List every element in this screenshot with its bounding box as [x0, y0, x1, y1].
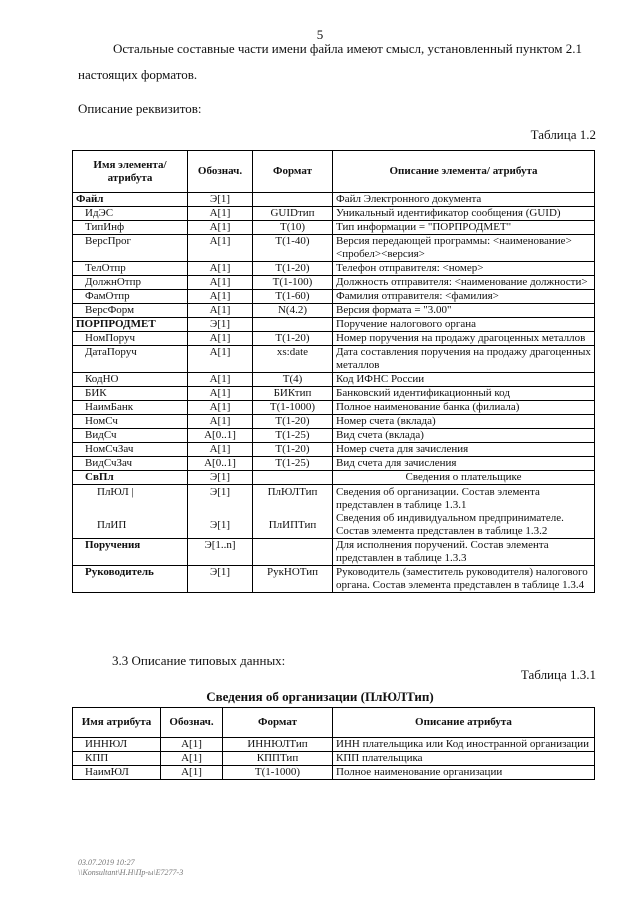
table-row [73, 346, 595, 373]
header-code: Обознач. [188, 151, 253, 193]
table2-title: Сведения об организации (ПлЮЛТип) [206, 689, 434, 704]
format-cell: Т(1-1000) [223, 766, 333, 780]
format-cell: Т(1-25) [253, 457, 333, 471]
element-name-cell: Руководитель [73, 566, 188, 593]
code-cell: А[1] [188, 290, 253, 304]
code-cell: Э[1] [188, 193, 253, 207]
element-name-cell: НаимБанк [73, 401, 188, 415]
element-name-cell: ИдЭС [73, 207, 188, 221]
code-cell: А[1] [188, 346, 253, 373]
description-cell: Номер счета (вклада) [333, 415, 595, 429]
table-row [73, 539, 595, 566]
element-name-cell: НомСчЗач [73, 443, 188, 457]
table-row [73, 332, 595, 346]
t2-header-description: Описание атрибута [333, 708, 595, 738]
code-cell: А[1] [161, 738, 223, 752]
description-cell: Полное наименование организации [333, 766, 595, 780]
table-row [73, 304, 595, 318]
description-cell: Сведения об организации. Состав элемента представлен в таблице 1.3.1 [333, 485, 595, 513]
description-cell: Сведения о плательщике [333, 471, 595, 485]
format-cell: ПлИПТип [253, 512, 333, 539]
element-name-cell: ФамОтпр [73, 290, 188, 304]
description-cell: Номер счета для зачисления [333, 443, 595, 457]
code-cell: А[1] [161, 766, 223, 780]
element-name-cell: ПлЮЛ | [73, 485, 188, 513]
format-cell: Т(10) [253, 221, 333, 235]
intro-line-1: Остальные составные части имени файла имеют смысл, установленный пунктом 2.1 [113, 41, 582, 56]
description-cell: Дата составления поручения на продажу драгоценных металлов [333, 346, 595, 373]
description-cell: Должность отправителя: <наименование должности> [333, 276, 595, 290]
element-name-cell: ДатаПоруч [73, 346, 188, 373]
format-cell [253, 539, 333, 566]
header-format: Формат [253, 151, 333, 193]
format-cell: Т(1-20) [253, 443, 333, 457]
intro-line-2: настоящих форматов. [78, 67, 198, 82]
format-cell: N(4.2) [253, 304, 333, 318]
code-cell: Э[1] [188, 566, 253, 593]
format-cell [253, 471, 333, 485]
table-row [73, 221, 595, 235]
element-name-cell: ПОРПРОДМЕТ [73, 318, 188, 332]
element-name-cell: ВидСчЗач [73, 457, 188, 471]
format-cell: xs:date [253, 346, 333, 373]
format-cell: GUIDтип [253, 207, 333, 221]
stamp [78, 858, 183, 878]
code-cell: А[0..1] [188, 457, 253, 471]
format-cell: РукНОТип [253, 566, 333, 593]
code-cell: Э[1..n] [188, 539, 253, 566]
table1-label: Таблица 1.2 [530, 127, 596, 142]
code-cell: А[1] [188, 443, 253, 457]
element-name-cell: ВерсПрог [73, 235, 188, 262]
format-cell: Т(1-20) [253, 332, 333, 346]
table-row [73, 738, 595, 752]
code-cell: А[1] [188, 262, 253, 276]
format-cell: Т(1-25) [253, 429, 333, 443]
format-cell: КППТип [223, 752, 333, 766]
format-cell: Т(1-60) [253, 290, 333, 304]
code-cell: А[1] [188, 221, 253, 235]
description-cell: Полное наименование банка (филиала) [333, 401, 595, 415]
format-cell: Т(1-20) [253, 415, 333, 429]
code-cell: А[1] [188, 207, 253, 221]
table-row [73, 485, 595, 513]
table-row [73, 752, 595, 766]
header-description: Описание элемента/ атрибута [333, 151, 595, 193]
table-row [73, 471, 595, 485]
format-cell: Т(1-100) [253, 276, 333, 290]
description-cell: Код ИФНС России [333, 373, 595, 387]
t2-header-name: Имя атрибута [73, 708, 161, 738]
code-cell: А[1] [188, 401, 253, 415]
element-name-cell: СвПл [73, 471, 188, 485]
table-row [73, 512, 595, 539]
table-row [73, 566, 595, 593]
attr-name-cell: ИННЮЛ [73, 738, 161, 752]
format-cell: Т(4) [253, 373, 333, 387]
table-row [73, 429, 595, 443]
format-cell: ПлЮЛТип [253, 485, 333, 513]
header-element-name: Имя элемента/атрибута [73, 151, 188, 193]
code-cell: А[1] [188, 387, 253, 401]
table-row [73, 207, 595, 221]
table-row [73, 766, 595, 780]
element-name-cell: НомПоруч [73, 332, 188, 346]
code-cell: А[1] [188, 373, 253, 387]
organization-table [72, 707, 595, 780]
format-cell: ИННЮЛТип [223, 738, 333, 752]
format-cell [253, 318, 333, 332]
table-row [73, 235, 595, 262]
table-row [73, 318, 595, 332]
description-cell: Тип информации = "ПОРПРОДМЕТ" [333, 221, 595, 235]
code-cell: А[1] [188, 276, 253, 290]
format-cell: Т(1-1000) [253, 401, 333, 415]
format-cell: Т(1-40) [253, 235, 333, 262]
attr-name-cell: КПП [73, 752, 161, 766]
format-cell: БИКтип [253, 387, 333, 401]
code-cell: А[1] [188, 304, 253, 318]
table-row [73, 193, 595, 207]
table-row [73, 262, 595, 276]
description-cell: Файл Электронного документа [333, 193, 595, 207]
description-cell: Для исполнения поручений. Состав элемента представлен в таблице 1.3.3 [333, 539, 595, 566]
format-cell [253, 193, 333, 207]
description-cell: Банковский идентификационный код [333, 387, 595, 401]
stamp-line-1: 03.07.2019 10:27 [78, 858, 135, 867]
element-name-cell: БИК [73, 387, 188, 401]
requisites-table [72, 150, 595, 593]
code-cell: А[0..1] [188, 429, 253, 443]
description-cell: Вид счета (вклада) [333, 429, 595, 443]
element-name-cell: ВерсФорм [73, 304, 188, 318]
element-name-cell: ВидСч [73, 429, 188, 443]
table2-label: Таблица 1.3.1 [520, 667, 596, 682]
t2-header-format: Формат [223, 708, 333, 738]
element-name-cell: ДолжнОтпр [73, 276, 188, 290]
description-cell: Сведения об индивидуальном предпринимателе. Состав элемента представлен в таблице 1.3.2 [333, 512, 595, 539]
code-cell: А[1] [188, 332, 253, 346]
code-cell: А[1] [161, 752, 223, 766]
description-cell: Вид счета для зачисления [333, 457, 595, 471]
description-cell: ИНН плательщика или Код иностранной организации [333, 738, 595, 752]
element-name-cell: ТелОтпр [73, 262, 188, 276]
element-name-cell: НомСч [73, 415, 188, 429]
element-name-cell: КодНО [73, 373, 188, 387]
description-cell: Руководитель (заместитель руководителя) налогового органа. Состав элемента представлен в таблице 1.3.4 [333, 566, 595, 593]
description-cell: КПП плательщика [333, 752, 595, 766]
table-row [73, 387, 595, 401]
stamp-line-2: \\Konsultant\Н.Н\Пр-ы\Е7277-3 [78, 868, 184, 877]
table-row [73, 415, 595, 429]
code-cell: Э[1] [188, 471, 253, 485]
code-cell: Э[1] [188, 318, 253, 332]
element-name-cell: ТипИнф [73, 221, 188, 235]
t2-header-code: Обознач. [161, 708, 223, 738]
page-number: 5 [316, 27, 324, 42]
table-row [73, 290, 595, 304]
description-cell: Версия формата = "3.00" [333, 304, 595, 318]
code-cell: А[1] [188, 235, 253, 262]
table-row [73, 373, 595, 387]
code-cell: Э[1] [188, 512, 253, 539]
description-cell: Версия передающей программы: <наименование><пробел><версия> [333, 235, 595, 262]
element-name-cell: Поручения [73, 539, 188, 566]
format-cell: Т(1-20) [253, 262, 333, 276]
code-cell: Э[1] [188, 485, 253, 513]
section-3-3-heading: 3.3 Описание типовых данных: [112, 653, 286, 668]
requisites-heading: Описание реквизитов: [78, 101, 202, 116]
description-cell: Фамилия отправителя: <фамилия> [333, 290, 595, 304]
description-cell: Поручение налогового органа [333, 318, 595, 332]
attr-name-cell: НаимЮЛ [73, 766, 161, 780]
table-row [73, 276, 595, 290]
description-cell: Уникальный идентификатор сообщения (GUID) [333, 207, 595, 221]
table-row [73, 457, 595, 471]
element-name-cell: ПлИП [73, 512, 188, 539]
table-row [73, 443, 595, 457]
code-cell: А[1] [188, 415, 253, 429]
table-row [73, 401, 595, 415]
element-name-cell: Файл [73, 193, 188, 207]
description-cell: Номер поручения на продажу драгоценных металлов [333, 332, 595, 346]
description-cell: Телефон отправителя: <номер> [333, 262, 595, 276]
